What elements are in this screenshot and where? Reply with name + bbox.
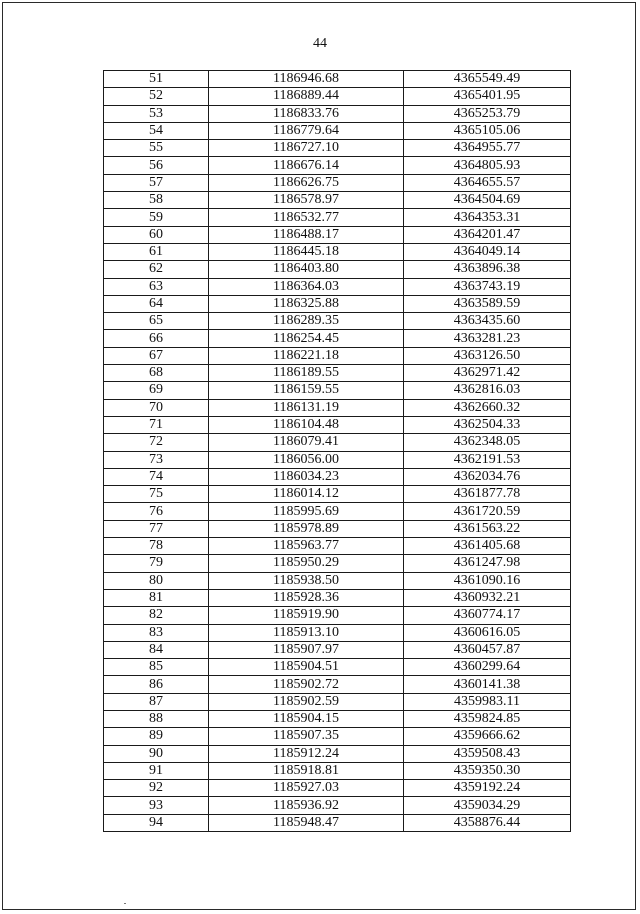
y-coordinate-cell: 4359034.29 (404, 797, 571, 814)
table-row (104, 572, 571, 589)
x-coordinate-cell: 1186626.75 (209, 174, 404, 191)
point-number-cell: 66 (104, 330, 209, 347)
y-coordinate-cell: 4365253.79 (404, 105, 571, 122)
table-row (104, 399, 571, 416)
x-coordinate-cell: 1185904.15 (209, 710, 404, 727)
y-coordinate-cell: 4364805.93 (404, 157, 571, 174)
y-coordinate-cell: 4362971.42 (404, 365, 571, 382)
point-number-cell: 72 (104, 434, 209, 451)
y-coordinate-cell: 4361720.59 (404, 503, 571, 520)
table-row (104, 278, 571, 295)
x-coordinate-cell: 1185919.90 (209, 607, 404, 624)
x-coordinate-cell: 1185927.03 (209, 780, 404, 797)
x-coordinate-cell: 1186189.55 (209, 365, 404, 382)
point-number-cell: 69 (104, 382, 209, 399)
point-number-cell: 67 (104, 347, 209, 364)
x-coordinate-cell: 1186034.23 (209, 468, 404, 485)
x-coordinate-cell: 1185907.35 (209, 728, 404, 745)
point-number-cell: 93 (104, 797, 209, 814)
x-coordinate-cell: 1186779.64 (209, 122, 404, 139)
x-coordinate-cell: 1186578.97 (209, 192, 404, 209)
x-coordinate-cell: 1186289.35 (209, 313, 404, 330)
point-number-cell: 94 (104, 814, 209, 831)
table-row (104, 295, 571, 312)
y-coordinate-cell: 4360932.21 (404, 589, 571, 606)
table-row (104, 434, 571, 451)
point-number-cell: 80 (104, 572, 209, 589)
point-number-cell: 79 (104, 555, 209, 572)
point-number-cell: 81 (104, 589, 209, 606)
y-coordinate-cell: 4363743.19 (404, 278, 571, 295)
table-row (104, 659, 571, 676)
x-coordinate-cell: 1186727.10 (209, 140, 404, 157)
point-number-cell: 70 (104, 399, 209, 416)
point-number-cell: 60 (104, 226, 209, 243)
point-number-cell: 82 (104, 607, 209, 624)
y-coordinate-cell: 4362504.33 (404, 416, 571, 433)
x-coordinate-cell: 1186104.48 (209, 416, 404, 433)
x-coordinate-cell: 1185913.10 (209, 624, 404, 641)
x-coordinate-cell: 1185907.97 (209, 641, 404, 658)
y-coordinate-cell: 4365549.49 (404, 71, 571, 88)
y-coordinate-cell: 4362034.76 (404, 468, 571, 485)
point-number-cell: 88 (104, 710, 209, 727)
y-coordinate-cell: 4365401.95 (404, 88, 571, 105)
x-coordinate-cell: 1186159.55 (209, 382, 404, 399)
x-coordinate-cell: 1185928.36 (209, 589, 404, 606)
y-coordinate-cell: 4363896.38 (404, 261, 571, 278)
y-coordinate-cell: 4363435.60 (404, 313, 571, 330)
point-number-cell: 52 (104, 88, 209, 105)
table-row (104, 710, 571, 727)
table-row (104, 174, 571, 191)
y-coordinate-cell: 4363589.59 (404, 295, 571, 312)
y-coordinate-cell: 4360457.87 (404, 641, 571, 658)
y-coordinate-cell: 4359666.62 (404, 728, 571, 745)
x-coordinate-cell: 1186014.12 (209, 486, 404, 503)
point-number-cell: 54 (104, 122, 209, 139)
x-coordinate-cell: 1185902.72 (209, 676, 404, 693)
coordinates-table-body (104, 71, 571, 832)
y-coordinate-cell: 4364655.57 (404, 174, 571, 191)
point-number-cell: 56 (104, 157, 209, 174)
table-row (104, 105, 571, 122)
x-coordinate-cell: 1186056.00 (209, 451, 404, 468)
x-coordinate-cell: 1186445.18 (209, 243, 404, 260)
point-number-cell: 57 (104, 174, 209, 191)
point-number-cell: 83 (104, 624, 209, 641)
table-row (104, 88, 571, 105)
x-coordinate-cell: 1185918.81 (209, 762, 404, 779)
x-coordinate-cell: 1185978.89 (209, 520, 404, 537)
point-number-cell: 63 (104, 278, 209, 295)
x-coordinate-cell: 1185938.50 (209, 572, 404, 589)
y-coordinate-cell: 4360299.64 (404, 659, 571, 676)
point-number-cell: 84 (104, 641, 209, 658)
table-row (104, 330, 571, 347)
y-coordinate-cell: 4359192.24 (404, 780, 571, 797)
table-row (104, 140, 571, 157)
y-coordinate-cell: 4361090.16 (404, 572, 571, 589)
table-row (104, 624, 571, 641)
table-row (104, 641, 571, 658)
y-coordinate-cell: 4359350.30 (404, 762, 571, 779)
y-coordinate-cell: 4362816.03 (404, 382, 571, 399)
point-number-cell: 77 (104, 520, 209, 537)
table-row (104, 382, 571, 399)
table-row (104, 347, 571, 364)
point-number-cell: 71 (104, 416, 209, 433)
table-row (104, 209, 571, 226)
point-number-cell: 59 (104, 209, 209, 226)
table-row (104, 226, 571, 243)
table-row (104, 780, 571, 797)
y-coordinate-cell: 4363281.23 (404, 330, 571, 347)
table-row (104, 468, 571, 485)
table-row (104, 313, 571, 330)
y-coordinate-cell: 4359983.11 (404, 693, 571, 710)
table-row (104, 676, 571, 693)
point-number-cell: 78 (104, 538, 209, 555)
table-row (104, 693, 571, 710)
point-number-cell: 92 (104, 780, 209, 797)
page-number: 44 (313, 36, 327, 51)
table-row (104, 607, 571, 624)
point-number-cell: 53 (104, 105, 209, 122)
x-coordinate-cell: 1186254.45 (209, 330, 404, 347)
table-row (104, 486, 571, 503)
table-row (104, 745, 571, 762)
point-number-cell: 75 (104, 486, 209, 503)
point-number-cell: 85 (104, 659, 209, 676)
point-number-cell: 89 (104, 728, 209, 745)
point-number-cell: 73 (104, 451, 209, 468)
x-coordinate-cell: 1185904.51 (209, 659, 404, 676)
y-coordinate-cell: 4364955.77 (404, 140, 571, 157)
x-coordinate-cell: 1185950.29 (209, 555, 404, 572)
x-coordinate-cell: 1186221.18 (209, 347, 404, 364)
table-row (104, 728, 571, 745)
x-coordinate-cell: 1186079.41 (209, 434, 404, 451)
y-coordinate-cell: 4362348.05 (404, 434, 571, 451)
table-row (104, 365, 571, 382)
table-row (104, 503, 571, 520)
x-coordinate-cell: 1186403.80 (209, 261, 404, 278)
point-number-cell: 68 (104, 365, 209, 382)
x-coordinate-cell: 1186325.88 (209, 295, 404, 312)
y-coordinate-cell: 4362191.53 (404, 451, 571, 468)
x-coordinate-cell: 1186364.03 (209, 278, 404, 295)
point-number-cell: 58 (104, 192, 209, 209)
point-number-cell: 90 (104, 745, 209, 762)
table-row (104, 416, 571, 433)
table-row (104, 797, 571, 814)
y-coordinate-cell: 4358876.44 (404, 814, 571, 831)
x-coordinate-cell: 1185948.47 (209, 814, 404, 831)
point-number-cell: 76 (104, 503, 209, 520)
table-row (104, 261, 571, 278)
table-row (104, 243, 571, 260)
point-number-cell: 86 (104, 676, 209, 693)
y-coordinate-cell: 4361563.22 (404, 520, 571, 537)
point-number-cell: 64 (104, 295, 209, 312)
x-coordinate-cell: 1186488.17 (209, 226, 404, 243)
y-coordinate-cell: 4364504.69 (404, 192, 571, 209)
table-row (104, 192, 571, 209)
x-coordinate-cell: 1186946.68 (209, 71, 404, 88)
x-coordinate-cell: 1185902.59 (209, 693, 404, 710)
table-row (104, 157, 571, 174)
y-coordinate-cell: 4363126.50 (404, 347, 571, 364)
table-row (104, 538, 571, 555)
table-row (104, 520, 571, 537)
point-number-cell: 61 (104, 243, 209, 260)
x-coordinate-cell: 1185936.92 (209, 797, 404, 814)
point-number-cell: 65 (104, 313, 209, 330)
y-coordinate-cell: 4359508.43 (404, 745, 571, 762)
x-coordinate-cell: 1186889.44 (209, 88, 404, 105)
point-number-cell: 87 (104, 693, 209, 710)
scan-artifact (124, 903, 126, 904)
table-row (104, 71, 571, 88)
y-coordinate-cell: 4361247.98 (404, 555, 571, 572)
x-coordinate-cell: 1186676.14 (209, 157, 404, 174)
x-coordinate-cell: 1185995.69 (209, 503, 404, 520)
y-coordinate-cell: 4361405.68 (404, 538, 571, 555)
x-coordinate-cell: 1185912.24 (209, 745, 404, 762)
y-coordinate-cell: 4364201.47 (404, 226, 571, 243)
y-coordinate-cell: 4360141.38 (404, 676, 571, 693)
x-coordinate-cell: 1186833.76 (209, 105, 404, 122)
table-row (104, 814, 571, 831)
table-row (104, 451, 571, 468)
y-coordinate-cell: 4360774.17 (404, 607, 571, 624)
table-row (104, 555, 571, 572)
x-coordinate-cell: 1186131.19 (209, 399, 404, 416)
y-coordinate-cell: 4359824.85 (404, 710, 571, 727)
point-number-cell: 51 (104, 71, 209, 88)
y-coordinate-cell: 4361877.78 (404, 486, 571, 503)
point-number-cell: 74 (104, 468, 209, 485)
table-row (104, 762, 571, 779)
point-number-cell: 62 (104, 261, 209, 278)
y-coordinate-cell: 4362660.32 (404, 399, 571, 416)
point-number-cell: 55 (104, 140, 209, 157)
y-coordinate-cell: 4360616.05 (404, 624, 571, 641)
x-coordinate-cell: 1186532.77 (209, 209, 404, 226)
coordinates-table (103, 70, 571, 832)
table-row (104, 589, 571, 606)
point-number-cell: 91 (104, 762, 209, 779)
x-coordinate-cell: 1185963.77 (209, 538, 404, 555)
table-row (104, 122, 571, 139)
y-coordinate-cell: 4365105.06 (404, 122, 571, 139)
y-coordinate-cell: 4364353.31 (404, 209, 571, 226)
y-coordinate-cell: 4364049.14 (404, 243, 571, 260)
